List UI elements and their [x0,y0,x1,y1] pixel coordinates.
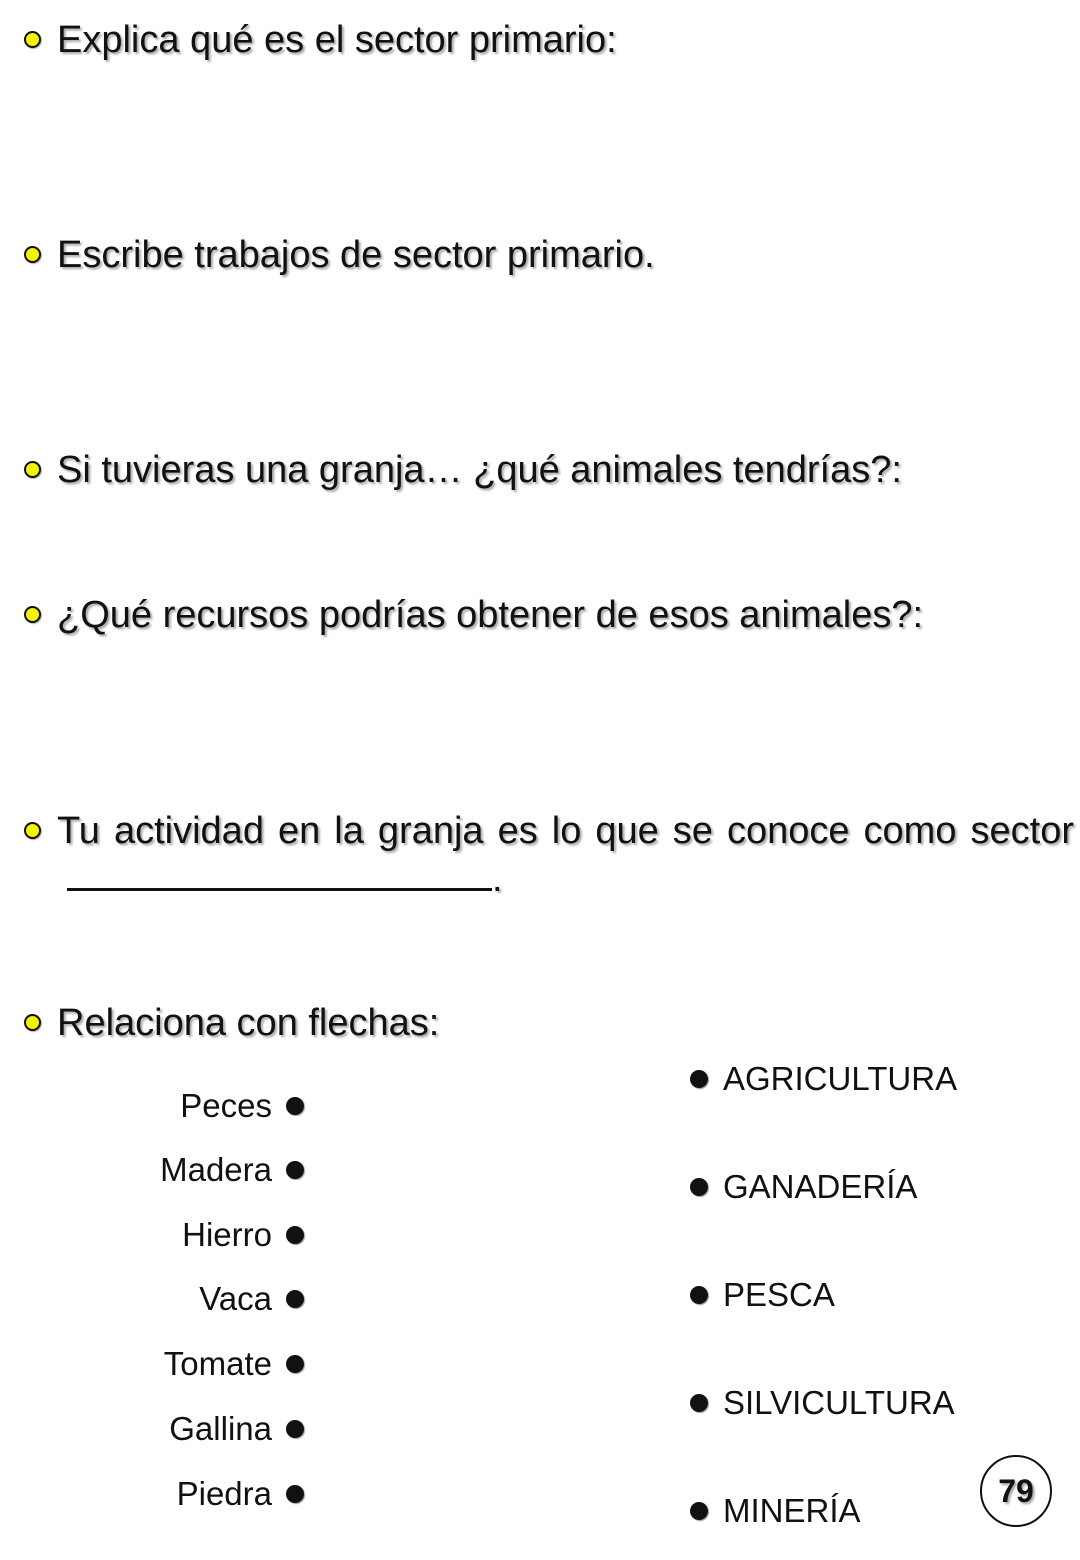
question-suffix: . [492,858,503,900]
question-5 [24,807,1074,903]
question-text: Si tuvieras una granja… ¿qué animales tendrías?: [57,449,902,491]
match-dot-icon[interactable] [286,1420,304,1438]
bullet-icon [24,606,41,623]
question-text: Explica qué es el sector primario: [57,19,617,61]
match-right-label: GANADERÍA [723,1168,918,1205]
match-right-label: SILVICULTURA [723,1384,955,1421]
match-left-item[interactable] [169,1409,304,1449]
match-left-item[interactable] [180,1086,304,1126]
match-left-label: Peces [180,1087,272,1124]
match-right-item[interactable] [690,1167,917,1207]
match-left-item[interactable] [160,1150,304,1190]
question-text: ¿Qué recursos podrías obtener de esos animales?: [57,594,924,636]
match-left-item[interactable] [164,1344,304,1384]
question-2 [24,231,1074,279]
question-text: Tu actividad en la granja es lo que se conoce como sector [57,810,1074,852]
match-dot-icon[interactable] [690,1070,708,1088]
match-dot-icon[interactable] [690,1286,708,1304]
match-left-label: Vaca [199,1280,272,1317]
match-dot-icon[interactable] [690,1394,708,1412]
match-dot-icon[interactable] [286,1161,304,1179]
match-right-item[interactable] [690,1059,957,1099]
match-left-label: Tomate [163,1345,272,1382]
question-text-block [57,807,1074,903]
match-right-item[interactable] [690,1491,861,1531]
bullet-icon [24,246,41,263]
match-left-item[interactable] [177,1474,304,1514]
bullet-icon [24,31,41,48]
match-right-label: MINERÍA [723,1492,861,1529]
question-6 [24,999,1074,1047]
match-dot-icon[interactable] [286,1097,304,1115]
match-left-label: Gallina [169,1410,272,1447]
bullet-icon [24,1014,41,1031]
match-right-item[interactable] [690,1383,955,1423]
answer-blank[interactable] [67,858,492,891]
page-number: 79 [980,1455,1052,1527]
question-3 [24,446,1074,494]
bullet-icon [24,822,41,839]
match-left-item[interactable] [199,1279,304,1319]
match-right-label: AGRICULTURA [723,1060,958,1097]
match-left-label: Hierro [182,1216,272,1253]
match-dot-icon[interactable] [690,1178,708,1196]
match-dot-icon[interactable] [286,1226,304,1244]
match-right-label: PESCA [723,1276,835,1313]
match-dot-icon[interactable] [690,1502,708,1520]
question-text: Relaciona con flechas: [57,1002,440,1044]
bullet-icon [24,461,41,478]
match-left-item[interactable] [182,1215,304,1255]
match-left-label: Madera [160,1151,272,1188]
match-dot-icon[interactable] [286,1355,304,1373]
match-dot-icon[interactable] [286,1485,304,1503]
match-right-item[interactable] [690,1275,835,1315]
match-dot-icon[interactable] [286,1290,304,1308]
question-1 [24,16,1074,64]
match-left-label: Piedra [176,1475,272,1512]
question-4 [24,591,1074,639]
question-text: Escribe trabajos de sector primario. [57,234,655,276]
